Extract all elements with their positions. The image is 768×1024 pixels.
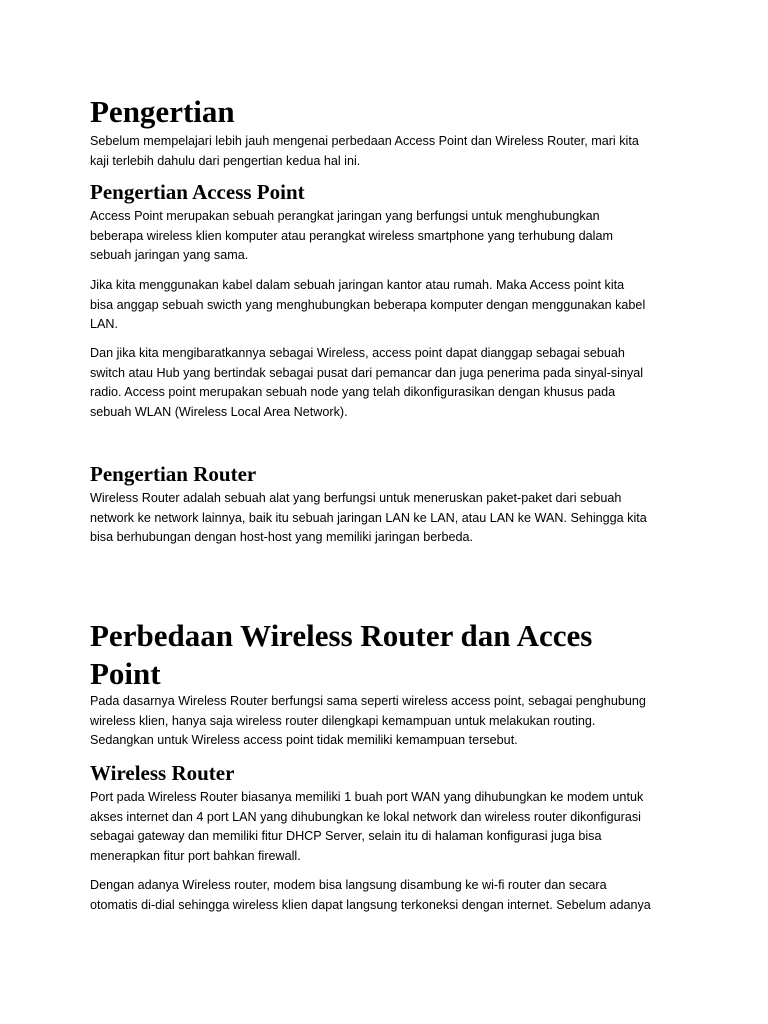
text-line: Port pada Wireless Router biasanya memiliki 1 buah port WAN yang dihubungkan ke modem untuk bbox=[90, 790, 644, 804]
paragraph-perbedaan bbox=[90, 692, 690, 751]
paragraph-access-point-3 bbox=[90, 344, 690, 422]
text-line: network ke network lainnya, baik itu sebuah jaringan LAN ke LAN, atau LAN ke WAN. Sehingga kita bbox=[90, 510, 647, 525]
heading-pengertian-router: Pengertian Router bbox=[90, 462, 257, 486]
heading-perbedaan-line-1: Perbedaan Wireless Router dan Acces bbox=[90, 618, 593, 653]
paragraph-router bbox=[90, 489, 690, 548]
text-line: akses internet dan 4 port LAN yang dihubungkan ke lokal network dan wireless router dikonfigurasi bbox=[90, 809, 641, 824]
text-line: radio. Access point merupakan sebuah node yang telah dikonfigurasikan dengan khusus pada bbox=[90, 385, 616, 399]
text-line: Jika kita menggunakan kabel dalam sebuah jaringan kantor atau rumah. Maka Access point kita bbox=[90, 278, 625, 292]
text-line: otomatis di-dial sehingga wireless klien dapat langsung terkoneksi dengan internet. Sebelum adanya bbox=[90, 897, 651, 912]
heading-pengertian: Pengertian bbox=[90, 94, 235, 129]
text-line: wireless klien, hanya saja wireless router dilengkapi kemampuan untuk melakukan routing. bbox=[90, 713, 596, 728]
text-line: Sebelum mempelajari lebih jauh mengenai perbedaan Access Point dan Wireless Router, mari kita bbox=[90, 134, 639, 148]
text-line: Sedangkan untuk Wireless access point tidak memiliki kemampuan tersebut. bbox=[90, 733, 518, 747]
paragraph-access-point-1 bbox=[90, 207, 690, 266]
text-line: Dengan adanya Wireless router, modem bisa langsung disambung ke wi-fi router dan secara bbox=[90, 878, 607, 892]
text-line: kaji terlebih dahulu dari pengertian kedua hal ini. bbox=[90, 153, 361, 168]
heading-perbedaan-line-2: Point bbox=[90, 656, 161, 691]
text-line: bisa berhubungan dengan host-host yang memiliki jaringan berbeda. bbox=[90, 530, 473, 544]
text-line: Access Point merupakan sebuah perangkat jaringan yang berfungsi untuk menghubungkan bbox=[90, 209, 600, 223]
text-line: sebuah WLAN (Wireless Local Area Network). bbox=[90, 404, 348, 419]
paragraph-wireless-router-1 bbox=[90, 788, 690, 866]
text-line: sebagai gateway dan memiliki fitur DHCP Server, selain itu di halaman konfigurasi juga bisa bbox=[90, 829, 602, 843]
text-line: menerapkan fitur port bahkan firewall. bbox=[90, 848, 301, 863]
heading-wireless-router: Wireless Router bbox=[90, 761, 235, 785]
text-line: LAN. bbox=[90, 317, 118, 331]
text-line: Pada dasarnya Wireless Router berfungsi sama seperti wireless access point, sebagai penghubung bbox=[90, 694, 646, 708]
text-line: Dan jika kita mengibaratkannya sebagai Wireless, access point dapat dianggap sebagai sebuah bbox=[90, 346, 625, 360]
paragraph-access-point-2 bbox=[90, 276, 690, 335]
paragraph-wireless-router-2 bbox=[90, 876, 690, 915]
text-line: sebuah jaringan yang sama. bbox=[90, 248, 249, 262]
heading-pengertian-access-point: Pengertian Access Point bbox=[90, 180, 305, 204]
paragraph-pengertian-intro bbox=[90, 132, 690, 171]
text-line: bisa anggap sebuah swicth yang menghubungkan beberapa komputer dengan menggunakan kabel bbox=[90, 297, 646, 312]
text-line: switch atau Hub yang bertindak sebagai pusat dari pemancar dan juga penerima pada sinyal-sinyal bbox=[90, 365, 644, 380]
text-line: Wireless Router adalah sebuah alat yang berfungsi untuk meneruskan paket-paket dari sebuah bbox=[90, 491, 622, 505]
text-line: beberapa wireless klien komputer atau perangkat wireless smartphone yang terhubung dalam bbox=[90, 228, 613, 243]
